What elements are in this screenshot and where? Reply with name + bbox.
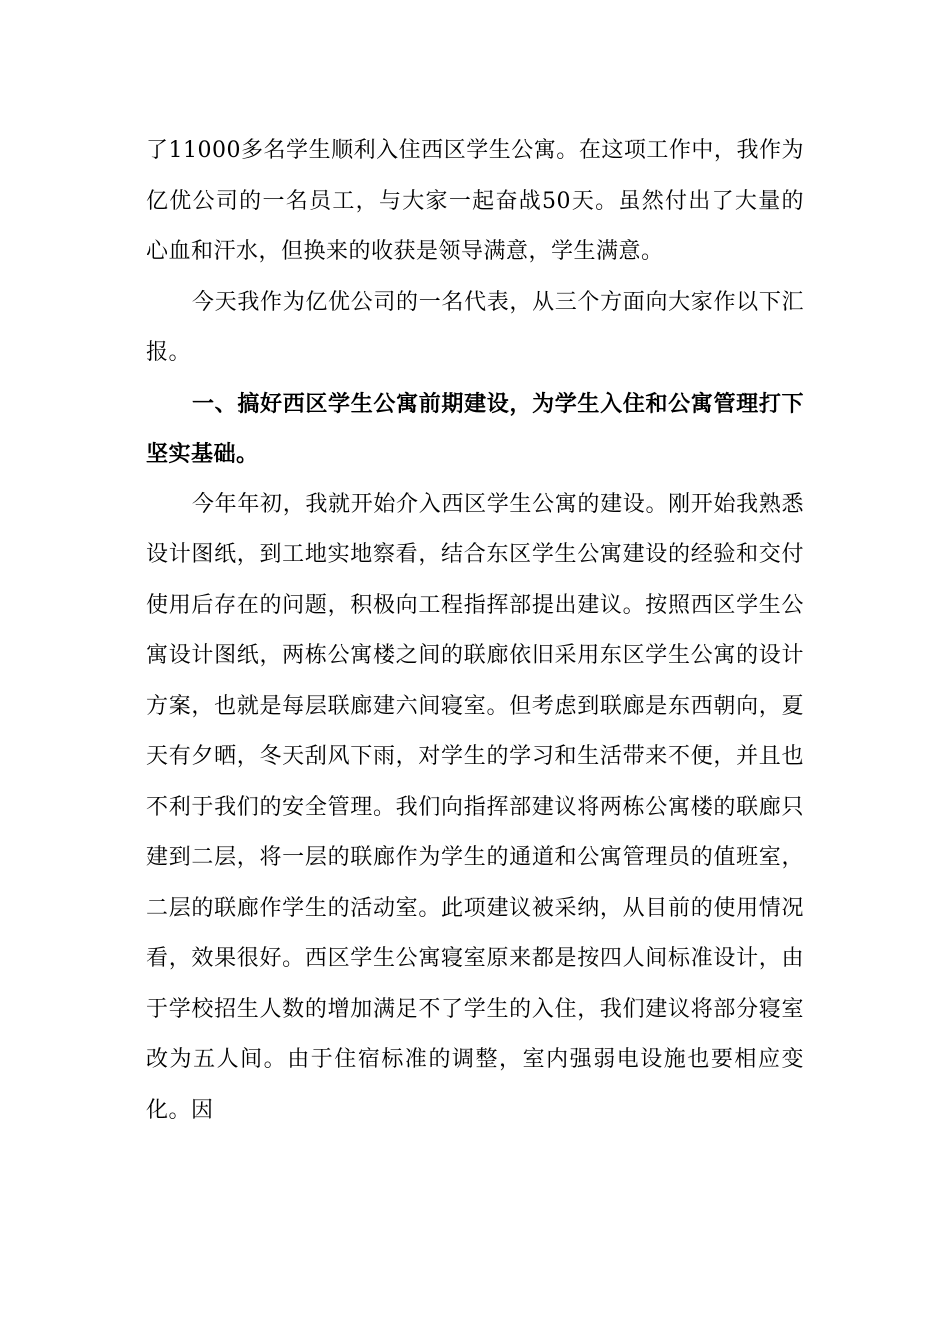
paragraph-early-construction: 今年年初，我就开始介入西区学生公寓的建设。刚开始我熟悉设计图纸，到工地实地察看，结合东区学生公寓建设的经验和交付使用后存在的问题，积极向工程指挥部提出建议。按照西区学生公寓设计图纸，两栋公寓楼之间的联廊依旧采用东区学生公寓的设计方案，也就是每层联廊建六间寝室。但考虑到联廊是东西朝向，夏天有夕晒，冬天刮风下雨，对学生的学习和生活带来不便，并且也不利于我们的安全管理。我们向指挥部建议将两栋公寓楼的联廊只建到二层，将一层的联廊作为学生的通道和公寓管理员的值班室，二层的联廊作学生的活动室。此项建议被采纳，从目前的使用情况看，效果很好。西区学生公寓寝室原来都是按四人间标准设计，由于学校招生人数的增加满足不了学生的入住，我们建议将部分寝室改为五人间。由于住宿标准的调整，室内强弱电设施也要相应变化。因 [146,491,804,1123]
paragraph-intro-continuation: 了11000多名学生顺利入住西区学生公寓。在这项工作中，我作为亿优公司的一名员工，与大家一起奋战50天。虽然付出了大量的心血和汗水，但换来的收获是领导满意，学生满意。 [146,138,804,264]
paragraph-report-overview: 今天我作为亿优公司的一名代表，从三个方面向大家作以下汇报。 [146,289,804,365]
section-heading-1: 一、搞好西区学生公寓前期建设，为学生入住和公寓管理打下坚实基础。 [146,390,804,467]
document-page [146,126,804,1136]
